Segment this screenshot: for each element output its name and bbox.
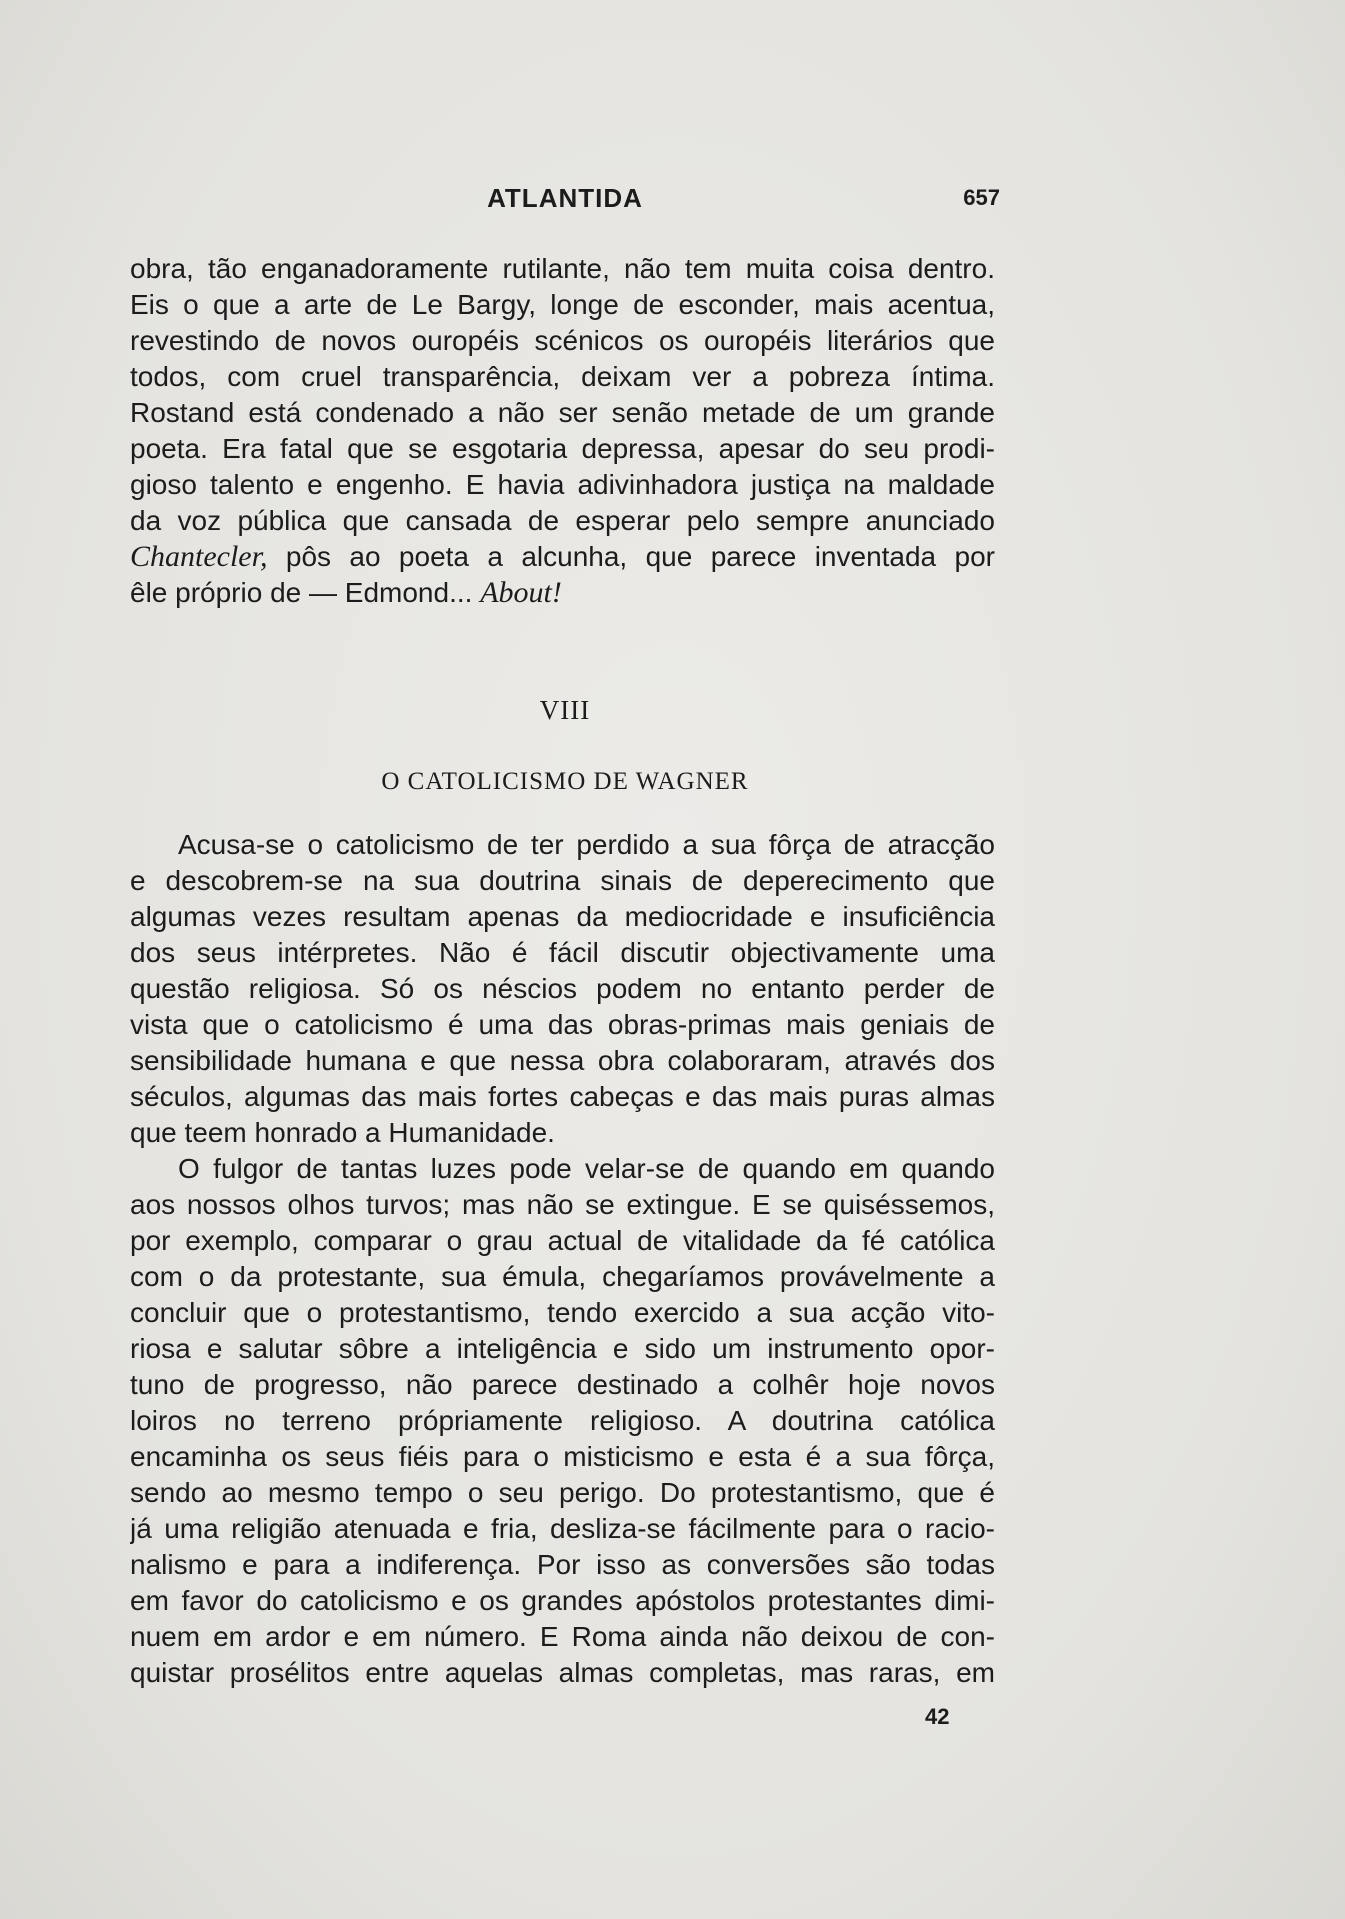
page-number: 657 [963,185,1000,210]
text-line: vista que o catolicismo é uma das obras-primas mais geniais de [130,1009,995,1040]
text-fragment: êle próprio de — Edmond... [130,577,481,608]
text-line: com o da protestante, sua émula, chegaríamos provávelmente a [130,1261,995,1292]
running-title: ATLANTIDA [487,183,643,213]
section-body [130,827,995,1691]
text-line: Acusa-se o catolicismo de ter perdido a sua fôrça de atracção [178,829,995,860]
text-line: quistar prosélitos entre aquelas almas completas, mas raras, em [130,1657,995,1688]
running-head [130,183,1000,223]
text-line: gioso talento e engenho. E havia adivinhadora justiça na maldade [130,469,995,500]
text-line: tuno de progresso, não parece destinado a colhêr hoje novos [130,1369,995,1400]
text-line: dos seus intérpretes. Não é fácil discutir objectivamente uma [130,937,995,968]
paragraph-continuation [130,251,995,611]
text-line: da voz pública que cansada de esperar pelo sempre anunciado [130,505,995,536]
text-line: aos nossos olhos turvos; mas não se extingue. E se quiséssemos, [130,1189,995,1220]
text-line: e descobrem-se na sua doutrina sinais de deperecimento que [130,865,995,896]
text-line: Eis o que a arte de Le Bargy, longe de esconder, mais acentua, [130,289,995,320]
text-line-with-italic-title [130,539,995,575]
text-line: nalismo e para a indiferença. Por isso as conversões são todas [130,1549,995,1580]
text-line: sendo ao mesmo tempo o seu perigo. Do protestantismo, que é [130,1477,995,1508]
text-line-last [130,575,995,611]
text-line: em favor do catolicismo e os grandes apóstolos protestantes dimi- [130,1585,995,1616]
text-line-last: que teem honrado a Humanidade. [130,1117,555,1148]
text-line: obra, tão enganadoramente rutilante, não tem muita coisa dentro. [130,253,995,284]
text-line: encaminha os seus fiéis para o misticismo e esta é a sua fôrça, [130,1441,995,1472]
text-line: todos, com cruel transparência, deixam ver a pobreza íntima. [130,361,995,392]
text-line: loiros no terreno própriamente religioso. A doutrina católica [130,1405,995,1436]
text-line: séculos, algumas das mais fortes cabeças e das mais puras almas [130,1081,995,1112]
text-line: questão religiosa. Só os néscios podem no entanto perder de [130,973,995,1004]
italic-work-title: Chantecler, [130,540,268,573]
text-line: O fulgor de tantas luzes pode velar-se de quando em quando [178,1153,995,1184]
section-number: VIII [539,695,591,725]
text-line: concluir que o protestantismo, tendo exercido a sua acção vito- [130,1297,995,1328]
text-line: sensibilidade humana e que nessa obra colaboraram, através dos [130,1045,995,1076]
text-line: nuem em ardor e em número. E Roma ainda não deixou de con- [130,1621,995,1652]
section-title: O CATOLICISMO DE WAGNER [381,768,749,795]
italic-pun: About! [480,576,562,609]
text-line: algumas vezes resultam apenas da mediocridade e insuficiência [130,901,995,932]
text-line: já uma religião atenuada e fria, desliza-se fácilmente para o racio- [130,1513,995,1544]
text-line: poeta. Era fatal que se esgotaria depressa, apesar do seu prodi- [130,433,995,464]
text-line: Rostand está condenado a não ser senão metade de um grande [130,397,995,428]
text-fragment: pôs ao poeta a alcunha, que parece inventada por [267,541,995,572]
text-line: por exemplo, comparar o grau actual de vitalidade da fé católica [130,1225,995,1256]
text-line: riosa e salutar sôbre a inteligência e sido um instrumento opor- [130,1333,995,1364]
signature-mark: 42 [925,1704,950,1729]
text-line: revestindo de novos ouropéis scénicos os ouropéis literários que [130,325,995,356]
